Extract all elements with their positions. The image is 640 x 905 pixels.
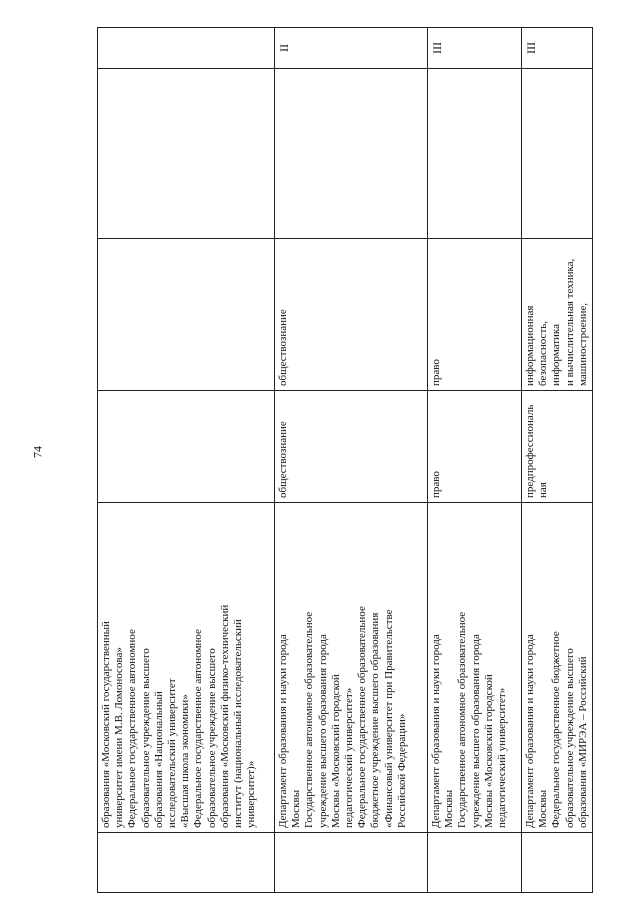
table-row [98, 28, 275, 893]
organizer-line: образовательное учреждение высшего [139, 648, 152, 828]
organizer-line: Федеральное государственное автономное [192, 629, 205, 828]
organizer-line: бюджетное учреждение высшего образования [369, 612, 382, 828]
organizer-line: образования «Московский государственный [100, 621, 112, 828]
level-cell: II [275, 28, 428, 69]
organizer-line: Федеральное государственное бюджетное [550, 631, 563, 828]
empty-cell [522, 69, 593, 239]
level-cell: III [428, 28, 522, 69]
area-cell: право [428, 239, 522, 391]
organizer-line: исследовательский университет [165, 678, 178, 828]
organizer-line: учреждение высшего образования города [469, 634, 482, 828]
organizer-line: Москвы «Московский городской [482, 674, 495, 828]
area-line: машиностроение, [576, 302, 589, 386]
subject-cell: обществознание [275, 391, 428, 503]
area-cell [522, 239, 593, 391]
organizer-line: Москвы [443, 789, 456, 828]
empty-cell [428, 69, 522, 239]
organizer-line: образовательное учреждение высшего [205, 648, 218, 828]
organizer-line: образования «Московский физико-технический [218, 604, 231, 828]
organizer-line: «Высшая школа экономики» [179, 694, 192, 828]
area-cell: обществознание [275, 239, 428, 391]
number-cell [275, 833, 428, 893]
rotated-table-content [97, 28, 589, 893]
table-row [275, 28, 428, 893]
level-cell: III [522, 28, 593, 69]
organizer-line: Москвы [537, 789, 550, 828]
level-cell [98, 28, 275, 69]
organizers-cell [522, 503, 593, 833]
table-row [428, 28, 522, 893]
organizer-line: педагогический университет» [495, 687, 508, 828]
subject-line: ная [537, 482, 550, 498]
subject-cell: право [428, 391, 522, 503]
subject-cell [522, 391, 593, 503]
olympiad-table [97, 27, 593, 893]
organizer-line: Государственное автономное образовательное [456, 611, 469, 828]
organizer-line: образования «Национальный [152, 691, 165, 828]
area-line: информационная [524, 305, 536, 386]
organizers-cell [275, 503, 428, 833]
area-line: безопасность, [537, 320, 550, 386]
page-number: 74 [30, 446, 45, 458]
subject-cell [98, 391, 275, 503]
organizer-line: Федеральное государственное автономное [126, 629, 139, 828]
organizer-line: Российской Федерации» [395, 713, 408, 828]
number-cell [428, 833, 522, 893]
organizer-line: Федеральное государственное образовательное [356, 606, 369, 828]
empty-cell [275, 69, 428, 239]
organizer-line: Государственное автономное образовательное [303, 611, 316, 828]
organizer-line: педагогический университет» [342, 687, 355, 828]
organizer-line: Департамент образования и науки города [524, 634, 536, 828]
area-cell [98, 239, 275, 391]
organizer-line: университет)» [245, 760, 258, 828]
organizer-line: образования «МИРЭА – Российский [576, 656, 589, 828]
organizer-line: учреждение высшего образования города [316, 634, 329, 828]
organizer-line: университет имени М.В. Ломоносова» [113, 647, 126, 828]
number-cell [98, 833, 275, 893]
area-line: и вычислительная техника, [563, 258, 576, 386]
organizers-cell [428, 503, 522, 833]
empty-cell [98, 69, 275, 239]
organizer-line: институт (национальный исследовательский [231, 619, 244, 828]
organizer-line: Москвы «Московский городской [329, 674, 342, 828]
organizer-line: «Финансовый университет при Правительстве [382, 609, 395, 828]
organizer-line: Департамент образования и науки города [430, 634, 442, 828]
area-line: информатика [550, 324, 563, 386]
rotated-table-frame [97, 28, 589, 893]
subject-line: предпрофессиональ [524, 404, 536, 498]
organizer-line: Москвы [290, 789, 303, 828]
table-row [522, 28, 593, 893]
organizer-line: Департамент образования и науки города [277, 634, 289, 828]
organizer-line: образовательное учреждение высшего [563, 648, 576, 828]
organizers-cell [98, 503, 275, 833]
number-cell [522, 833, 593, 893]
